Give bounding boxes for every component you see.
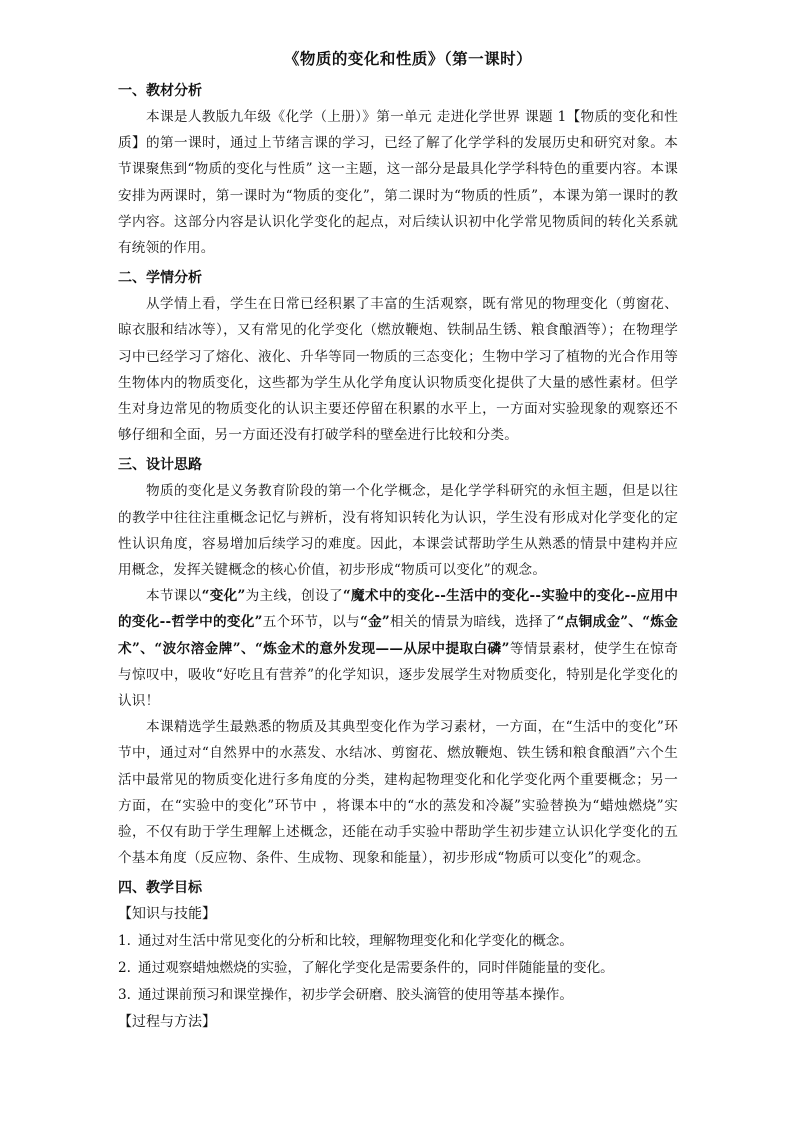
subheading-knowledge-skills: 【知识与技能】 — [118, 906, 216, 923]
section-heading-teaching-goals: 四、教学目标 — [118, 880, 202, 897]
paragraph-mixed — [118, 583, 678, 714]
list-item — [118, 955, 678, 982]
text-run: 为主线，创设了 — [245, 588, 343, 605]
subheading-process-methods: 【过程与方法】 — [118, 1014, 216, 1031]
section-heading-textbook-analysis: 一、教材分析 — [118, 83, 202, 99]
list-text: 通过对生活中常见变化的分析和比较，理解物理变化和化学变化的概念。 — [138, 933, 573, 950]
section-heading-student-analysis: 二、学情分析 — [118, 270, 202, 287]
paragraph: 物质的变化是义务教育阶段的第一个化学概念，是化学学科研究的永恒主题，但是以往的教学中往往注重概念记忆与辨析，没有将知识转化为认识，学生没有形成对化学变化的定性认识角度，容易增加后续学习的难度。因此，本课尝试帮助学生从熟悉的情景中建构并应用概念，发挥关键概念的核心价值，初步形成“物质可以变化”的观念。 — [118, 483, 678, 579]
text-run: 相关的情景为暗线，选择了 — [389, 614, 557, 631]
text-run: 本节课以 — [146, 588, 202, 605]
paragraph: 本课是人教版九年级《化学（上册）》第一单元 走进化学世界 课题 1【物质的变化和性质】的第一课时，通过上节绪言课的学习，已经了解了化学学科的发展历史和研究对象。本节课聚焦到“物质的变化与性质” 这一主题，这一部分是最具化学学科特色的重要内容。本课安排为两课时，第一课时为“物质的变化”，第二课时为“物质的性质”，本课为第一课时的教学内容。这部分内容是认识化学变化的起点，对后续认识初中化学常见物质间的转化关系就有统领的作用。 — [118, 109, 678, 257]
text-run: 五个环节，以与 — [262, 614, 360, 631]
list-item — [118, 982, 678, 1009]
bold-run: “点铜成金”、“炼金术”、“波尔溶金牌”、“炼金术的意外发现——从尿中提取白磷” — [118, 614, 678, 657]
text-run: 等情景素材，使学生在惊奇与惊叹中，吸收“好吃且有营养”的化学知识，逐步发展学生对物质变化，特别是化学变化的认识！ — [118, 640, 678, 710]
paragraph: 从学情上看，学生在日常已经积累了丰富的生活观察，既有常见的物理变化（剪窗花、晾衣服和结冰等），又有常见的化学变化（燃放鞭炮、铁制品生锈、粮食酿酒等）；在物理学习中已经学习了熔化、液化、升华等同一物质的三态变化；生物中学习了植物的光合作用等生物体内的物质变化，这些都为学生从化学角度认识物质变化提供了大量的感性素材。但学生对身边常见的物质变化的认识主要还停留在积累的水平上，一方面对实验现象的观察还不够仔细和全面，另一方面还没有打破学科的壁垒进行比较和分类。 — [118, 296, 678, 444]
section-heading-design-ideas: 三、设计思路 — [118, 457, 202, 474]
document-page — [118, 44, 678, 1036]
bold-run: “魔术中的变化--生活中的变化--实验中的变化--应用中的变化--哲学中的变化” — [118, 588, 678, 631]
bold-run: “金” — [359, 614, 390, 631]
bold-run: “变化” — [201, 588, 246, 605]
list-text: 通过观察蜡烛燃烧的实验，了解化学变化是需要条件的，同时伴随能量的变化。 — [138, 960, 614, 977]
list-text: 通过课前预习和课堂操作，初步学会研磨、胶头滴管的使用等基本操作。 — [138, 987, 573, 1004]
list-item — [118, 928, 678, 955]
list-number: 1. — [118, 933, 131, 950]
list-number: 3. — [118, 987, 131, 1004]
list-number: 2. — [118, 960, 131, 977]
document-title: 《物质的变化和性质》（第一课时） — [283, 49, 533, 68]
paragraph: 本课精选学生最熟悉的物质及其典型变化作为学习素材，一方面，在“生活中的变化”环节中，通过对“自然界中的水蒸发、水结冰、剪窗花、燃放鞭炮、铁生锈和粮食酿酒”六个生活中最常见的物质变化进行多角度的分类，建构起物理变化和化学变化两个重要概念；另一方面，在“实验中的变化”环节中 ，将课本中的“水的蒸发和冷凝”实验替换为“蜡烛燃烧”实验，不仅有助于学生理解上述概念，还能在动手实验中帮助学生初步建立认识化学变化的五个基本角度（反应物、条件、生成物、现象和能量），初步形成“物质可以变化”的观念。 — [118, 719, 678, 867]
